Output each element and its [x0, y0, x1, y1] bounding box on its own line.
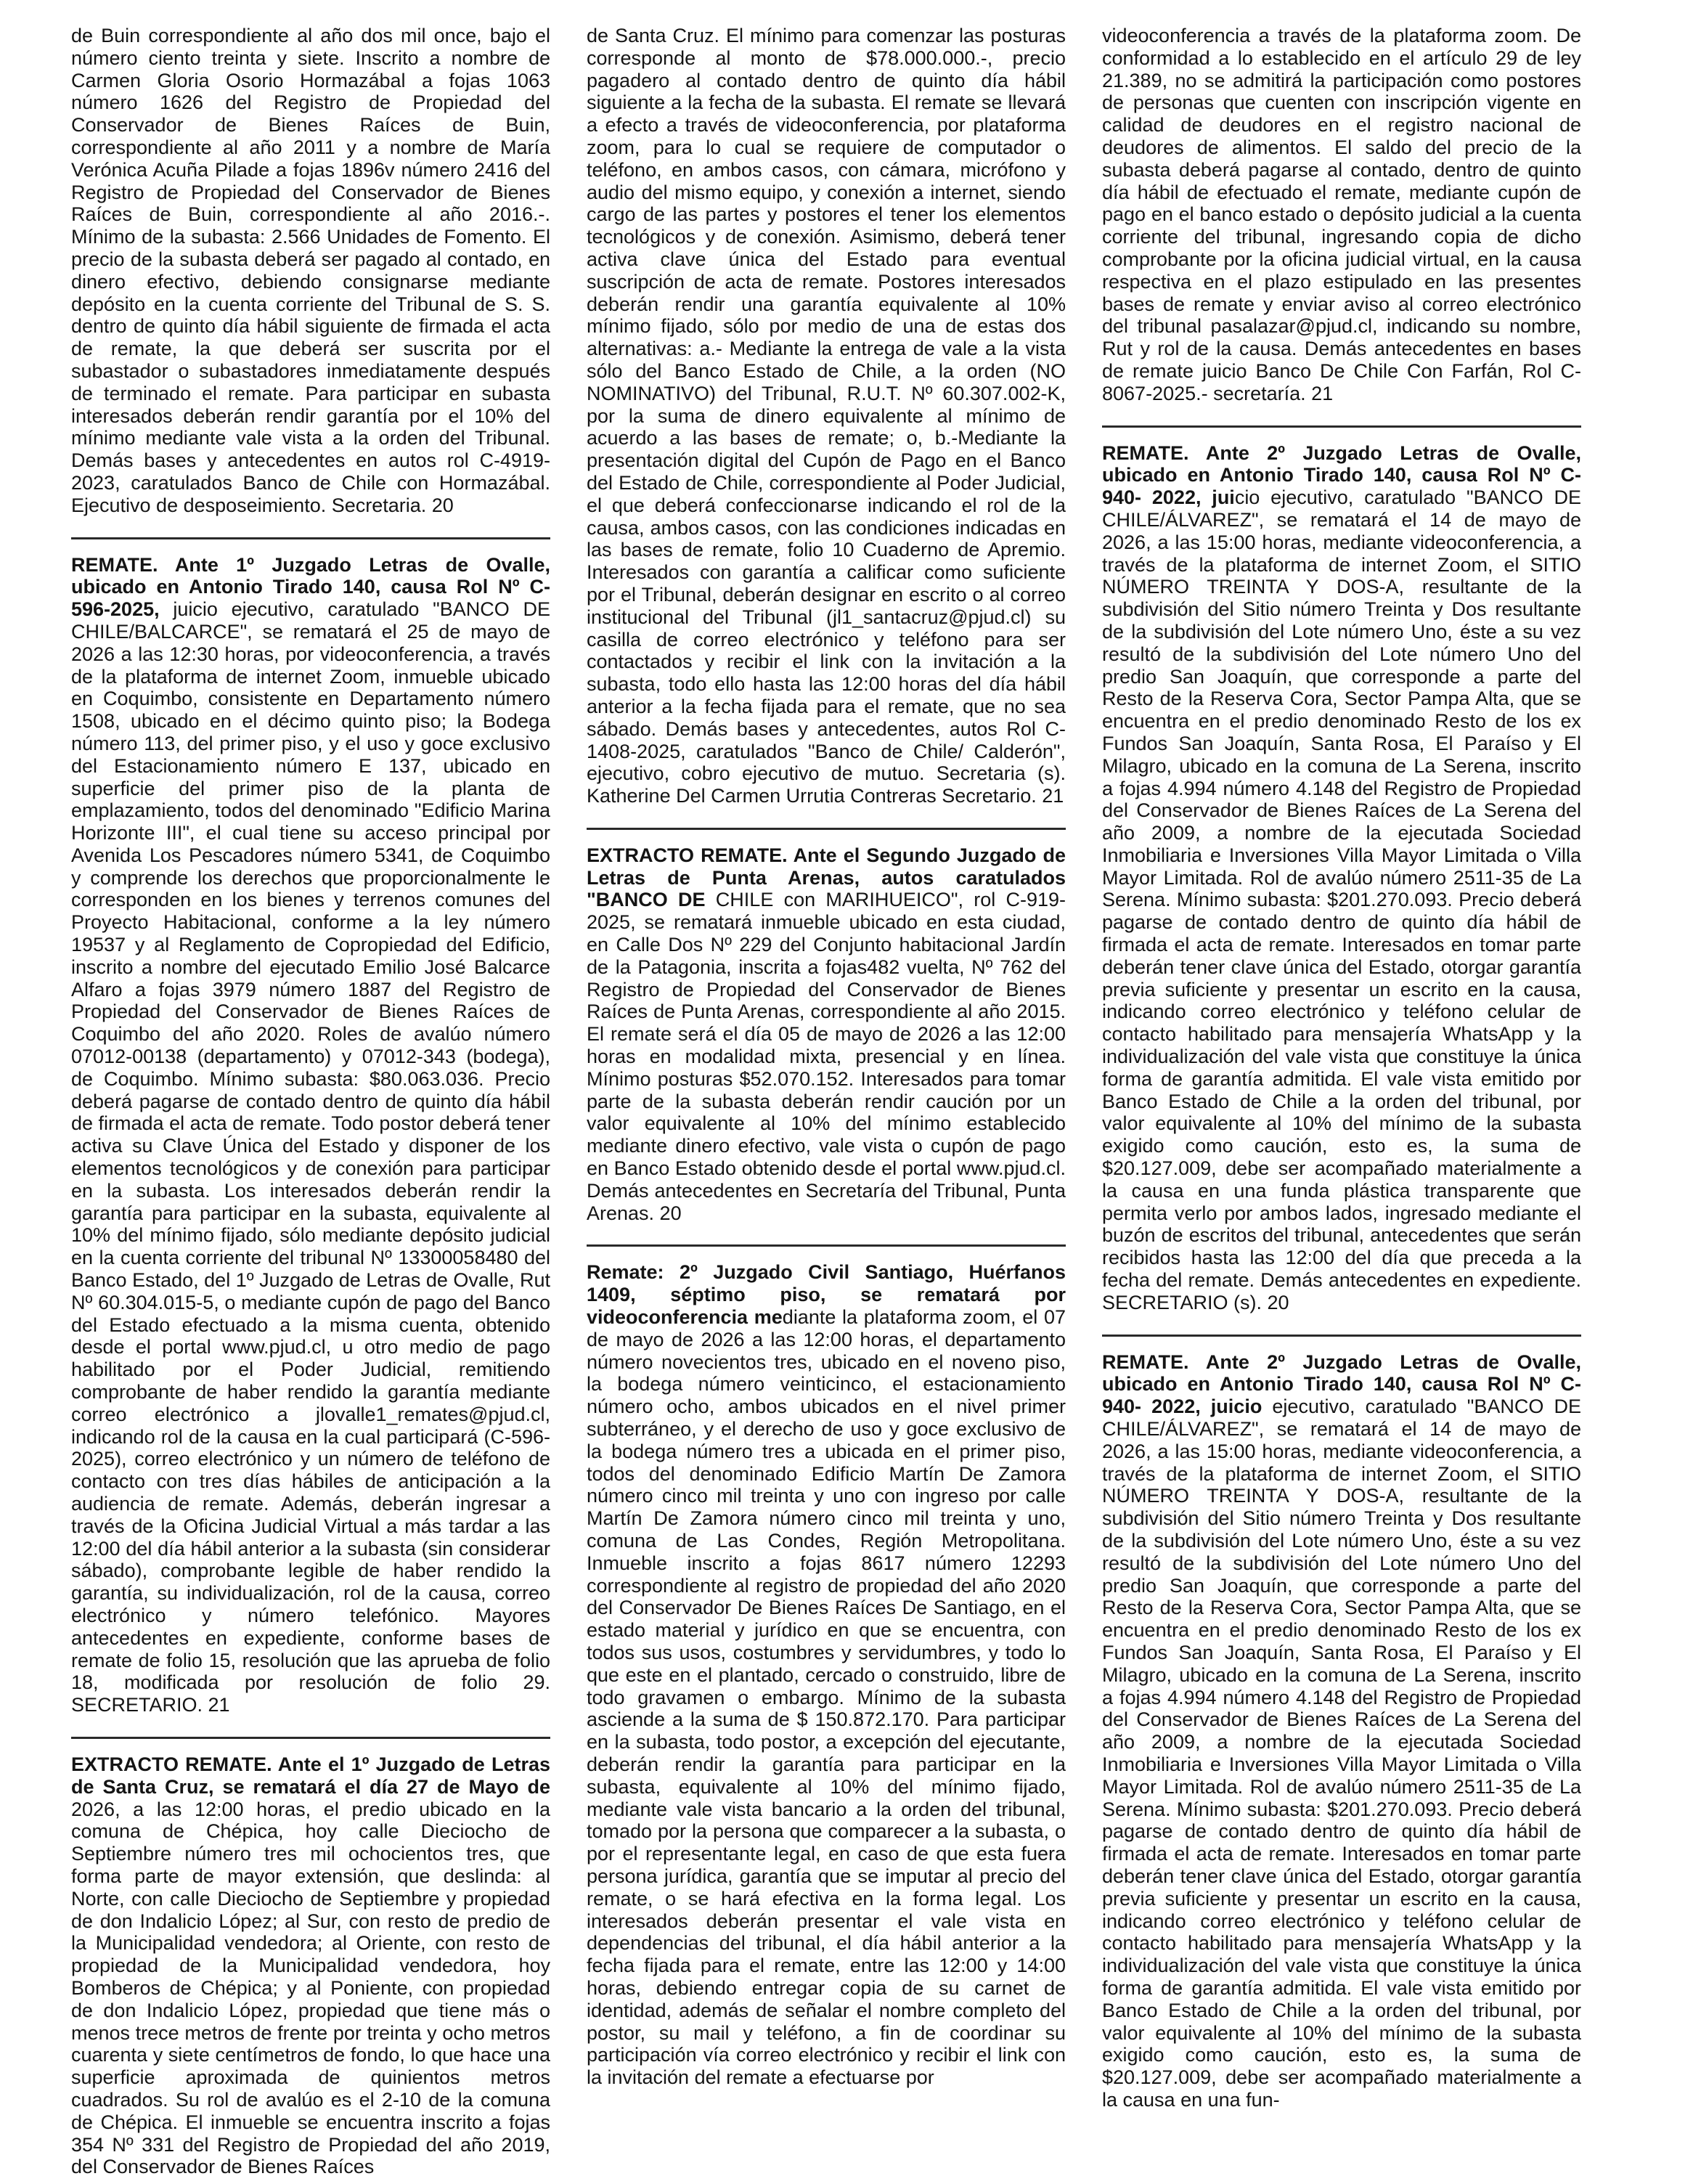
notice-heading: REMATE. Ante 2º Juzgado Letras de Ovalle, ubicado en Antonio Tirado 140, causa Rol Nº C-940- 2022, jui: [1102, 441, 1581, 509]
notice: [1102, 25, 1581, 415]
notice-body: videoconferencia a través de la plataforma zoom. De conformidad a lo establecido en el artículo 29 de ley 21.389, no se admitirá la participación como postores de personas que cuenten con inscripción vigente en calidad de deudores en el registro nacional de deudores de alimentos. El saldo del precio de la subasta deberá pagarse al contado, dentro de quinto día hábil de efectuado el remate, mediante cupón de pago en el banco estado o depósito judicial a la cuenta corriente del tribunal, ingresando copia de dicho comprobante por la oficina judicial virtual, en la causa respectiva en el plazo estipulado en las presentes bases de remate y enviar aviso al correo electrónico del tribunal pasalazar@pjud.cl, indicando su nombre, Rut y rol de la causa. Demás antecedentes en bases de remate juicio Banco De Chile Con Farfán, Rol C-8067-2025.- secretaría. 21: [1102, 25, 1581, 404]
column-middle: [587, 25, 1066, 2184]
notice-divider: [71, 1737, 550, 1739]
notice-body: 2026, a las 12:00 horas, el predio ubicado en la comuna de Chépica, hoy calle Dieciocho de Septiembre número tres mil ochocientos tres, que forma parte de mayor extensión, que deslinda: al Norte, con calle Dieciocho de Septiembre y propiedad de don Indalicio López; al Sur, con resto de predio de la Municipalidad vendedora; al Oriente, con resto de propiedad de la Municipalidad vendedora, hoy Bomberos de Chépica; y al Poniente, con propiedad de don Indalicio López, propiedad que tiene más o menos trece metros de frente por treinta y ocho metros cuarenta y siete centímetros de fondo, lo que hace una superficie aproximada de quinientos metros cuadrados. Su rol de avalúo es el 2-10 de la comuna de Chépica. El inmueble se encuentra inscrito a fojas 354 Nº 331 del Registro de Propiedad del año 2019, del Conservador de Bienes Raíces: [71, 1798, 550, 2178]
notice-body: cio ejecutivo, caratulado "BANCO DE CHILE/ÁLVAREZ", se rematará el 14 de mayo de 2026, a las 15:00 horas, mediante videoconferencia, a través de la plataforma de internet Zoom, el SITIO NÚMERO TREINTA Y DOS-A, resultante de la subdivisión del Sitio número Treinta y Dos resultante de la subdivisión del Lote número Uno, éste a su vez resultó de la subdivisión del Lote número Uno del predio San Joaquín, que corresponde a parte del Resto de la Reserva Cora, Sector Pampa Alta, que se encuentra en el predio denominado Resto de los ex Fundos San Joaquín, Santa Rosa, El Paraíso y El Milagro, ubicado en la comuna de La Serena, inscrito a fojas 4.994 número 4.148 del Registro de Propiedad del Conservador de Bienes Raíces de La Serena del año 2009, a nombre de la ejecutada Sociedad Inmobiliaria e Inversiones Villa Mayor Limitada o Villa Mayor Limitada. Rol de avalúo número 2511-35 de La Serena. Mínimo subasta: $201.270.093. Precio deberá pagarse de contado dentro de quinto día hábil de firmada el acta de remate. Interesados en tomar parte deberán tener clave única del Estado, otorgar garantía previa suficiente y presentar un escrito en la causa, indicando correo electrónico y teléfono celular de contacto habilitado para mensajería WhatsApp y la individualización del vale vista que constituye la única forma de garantía admitida. El vale vista emitido por Banco Estado de Chile a la orden del tribunal, por valor equivalente al 10% del mínimo de la subasta exigido como caución, esto es, la suma de $20.127.009, debe ser acompañado materialmente a la causa en una funda plástica transparente que permita verlo por ambos lados, ingresado mediante el buzón de escritos del tribunal, antecedentes que serán recibidos hasta las 12:00 del día que preceda a la fecha del remate. Demás antecedentes en expediente. SECRETARIO (s). 20: [1102, 486, 1581, 1313]
column-right: [1102, 25, 1581, 2184]
notice-heading: REMATE. Ante 2º Juzgado Letras de Ovalle, ubicado en Antonio Tirado 140, causa Rol Nº C-940- 2022, juicio: [1102, 1350, 1581, 1418]
notice-body: CHILE con MARIHUEICO", rol C-919-2025, se rematará inmueble ubicado en esta ciudad, en Calle Dos Nº 229 del Conjunto habitacional Jardín de la Patagonia, inscrita a fojas482 vuelta, Nº 762 del Registro de Propiedad del Conservador de Bienes Raíces de Punta Arenas, correspondiente al año 2015. El remate será el día 05 de mayo de 2026 a las 12:00 horas en modalidad mixta, presencial y en línea. Mínimo posturas $52.070.152. Interesados para tomar parte de la subasta deberán rendir caución por un valor equivalente al 10% del mínimo establecido mediante dinero efectivo, vale vista o cupón de pago en Banco Estado obtenido desde el portal www.pjud.cl. Demás antecedentes en Secretaría del Tribunal, Punta Arenas. 20: [587, 889, 1066, 1224]
notice-body: de Buin correspondiente al año dos mil once, bajo el número ciento treinta y siete. Inscrito a nombre de Carmen Gloria Osorio Hormazábal a fojas 1063 número 1626 del Registro de Propiedad del Conservador de Bienes Raíces de Buin, correspondiente al año 2011 y a nombre de María Verónica Acuña Pilade a fojas 1896v número 2416 del Registro de Propiedad del Conservador de Bienes Raíces de Buin, correspondiente al año 2016.-. Mínimo de la subasta: 2.566 Unidades de Fomento. El precio de la subasta deberá ser pagado al contado, en dinero efectivo, debiendo consignarse mediante depósito en la cuenta corriente del Tribunal de S. S. dentro de quinto día hábil siguiente de firmada el acta de remate, la que deberá ser suscrita por el subastador o subastadores inmediatamente después de terminado el remate. Para participar en subasta interesados deberán rendir garantía por el 10% del mínimo mediante vale vista a la orden del Tribunal. Demás bases y antecedentes en autos rol C-4919-2023, caratulados Banco de Chile con Hormazábal. Ejecutivo de desposeimiento. Secretaria. 20: [71, 25, 550, 516]
notice-divider: [587, 1244, 1066, 1247]
notice-divider: [1102, 1335, 1581, 1337]
notice: [587, 844, 1066, 1235]
notice-heading: REMATE. Ante 1º Juzgado Letras de Ovalle, ubicado en Antonio Tirado 140, causa Rol Nº C-596-2025,: [71, 553, 550, 621]
notice: [587, 25, 1066, 818]
column-left: [71, 25, 550, 2184]
notice: [71, 25, 550, 527]
notice-heading: EXTRACTO REMATE. Ante el 1º Juzgado de Letras de Santa Cruz, se rematará el día 27 de Mayo de: [71, 1753, 550, 1798]
notice: [587, 1261, 1066, 2098]
notice: [71, 554, 550, 1727]
notice: [1102, 1351, 1581, 2122]
notice-heading: EXTRACTO REMATE. Ante el Segundo Juzgado de Letras de Punta Arenas, autos caratulados "BANCO DE: [587, 844, 1066, 911]
notice-divider: [1102, 425, 1581, 428]
notice-divider: [71, 537, 550, 539]
notice-heading: Remate: 2º Juzgado Civil Santiago, Huérfanos 1409, séptimo piso, se rematará por videoconferencia me: [587, 1261, 1066, 1329]
notice-body: diante la plataforma zoom, el 07 de mayo de 2026 a las 12:00 horas, el departamento número novecientos tres, ubicado en el noveno piso, la bodega número veinticinco, el estacionamiento número ocho, ambos ubicados en el nivel primer subterráneo, y el derecho de uso y goce exclusivo de la bodega número tres a ubicada en el primer piso, todos del denominado Edificio Martín De Zamora número cinco mil treinta y uno con ingreso por calle Martín De Zamora número cinco mil treinta y uno, comuna de Las Condes, Región Metropolitana. Inmueble inscrito a fojas 8617 número 12293 correspondiente al registro de propiedad del año 2020 del Conservador De Bienes Raíces De Santiago, en el estado material y jurídico en que se encuentra, con todos sus usos, costumbres y servidumbres, y todo lo que este en el plantado, cercado o construido, libre de todo gravamen o embargo. Mínimo de la subasta asciende a la suma de $ 150.872.170. Para participar en la subasta, todo postor, a excepción del ejecutante, deberán rendir la garantía para participar en la subasta, equivalente al 10% del mínimo fijado, mediante vale vista bancario a la orden del tribunal, tomado por la persona que comparecer a la subasta, o por el representante legal, en caso de que esta fuera persona jurídica, garantía que se imputar al precio del remate, o se hará efectiva en la forma legal. Los interesados deberán presentar el vale vista en dependencias del tribunal, el día hábil anterior a la fecha fijada para el remate, entre las 12:00 y 14:00 horas, debiendo entregar copia de su carnet de identidad, además de señalar el nombre completo del postor, su mail y teléfono, a fin de coordinar su participación vía correo electrónico y recibir el link con la invitación del remate a efectuarse por: [587, 1306, 1066, 2089]
notice-body: juicio ejecutivo, caratulado "BANCO DE CHILE/BALCARCE", se rematará el 25 de mayo de 2026 a las 12:30 horas, por videoconferencia, a través de la plataforma de internet Zoom, inmueble ubicado en Coquimbo, consistente en Departamento número 1508, ubicado en el décimo quinto piso; la Bodega número 113, del primer piso, y el uso y goce exclusivo del Estacionamiento número E 137, ubicado en superficie del primer piso de la planta de emplazamiento, todos del denominado "Edificio Marina Horizonte III", el cual tiene su acceso principal por Avenida Los Pescadores número 5341, de Coquimbo y comprende los derechos que proporcionalmente le corresponden en los bienes y terrenos comunes del Proyecto Habitacional, conforme a la ley número 19537 y al Reglamento de Copropiedad del Edificio, inscrito a nombre del ejecutado Emilio José Balcarce Alfaro a fojas 3979 número 1887 del Registro de Propiedad del Conservador de Bienes Raíces de Coquimbo del año 2020. Roles de avalúo número 07012-00138 (departamento) y 07012-343 (bodega), de Coquimbo. Mínimo subasta: $80.063.036. Precio deberá pagarse de contado dentro de quinto día hábil de firmada el acta de remate. Todo postor deberá tener activa su Clave Única del Estado y disponer de los elementos tecnológicos y de conexión para participar en la subasta. Los interesados deberán rendir la garantía para participar en la subasta, equivalente al 10% del mínimo fijado, sólo mediante depósito judicial en la cuenta corriente del tribunal Nº 13300058480 del Banco Estado, del 1º Juzgado de Letras de Ovalle, Rut Nº 60.304.015-5, o mediante cupón de pago del Banco del Estado efectuado a la misma cuenta, obtenido desde el portal www.pjud.cl, u otro medio de pago habilitado por el Poder Judicial, remitiendo comprobante de haber rendido la garantía mediante correo electrónico a jlovalle1_remates@pjud.cl, indicando rol de la causa en la cual participará (C-596- 2025), correo electrónico y un número de teléfono de contacto con tres días hábiles de anticipación a la audiencia de remate. Además, deberán ingresar a través de la Oficina Judicial Virtual a más tardar a las 12:00 del día hábil anterior a la subasta (sin considerar sábado), comprobante legible de haber rendido la garantía, su individualización, rol de la causa, correo electrónico y número telefónico. Mayores antecedentes en expediente, conforme bases de remate de folio 15, resolución que las aprueba de folio 18, modificada por resolución de folio 29. SECRETARIO. 21: [71, 598, 550, 1716]
notice-body: de Santa Cruz. El mínimo para comenzar las posturas corresponde al monto de $78.000.000.-, precio pagadero al contado dentro de quinto día hábil siguiente a la fecha de la subasta. El remate se llevará a efecto a través de videoconferencia, por plataforma zoom, para lo cual se requiere de computador o teléfono, en ambos casos, con cámara, micrófono y audio del mismo equipo, y conexión a internet, siendo cargo de las partes y postores el tener los elementos tecnológicos y de conexión. Asimismo, deberá tener activa clave única del Estado para eventual suscripción de acta de remate. Postores interesados deberán rendir una garantía equivalente al 10% mínimo fijado, sólo por medio de una de estas dos alternativas: a.- Mediante la entrega de vale a la vista sólo del Banco Estado de Chile, a la orden (NO NOMINATIVO) del Tribunal, R.U.T. Nº 60.307.002-K, por la suma de dinero equivalente al mínimo de acuerdo a las bases de remate; o, b.-Mediante la presentación digital del Cupón de Pago en el Banco del Estado de Chile, correspondiente al Poder Judicial, el que deberá confeccionarse indicando el rol de la causa, ambos casos, con las condiciones indicadas en las bases de remate, folio 10 Cuaderno de Apremio. Interesados con garantía a calificar como suficiente por el Tribunal, deberán designar en escrito o al correo institucional del Tribunal (jl1_santacruz@pjud.cl) su casilla de correo electrónico y teléfono para ser contactados y recibir el link con la invitación a la subasta, todo ello hasta las 12:00 horas del día hábil anterior a la fecha fijada para el remate, que no sea sábado. Demás bases y antecedentes, autos Rol C-1408-2025, caratulados "Banco de Chile/ Calderón", ejecutivo, cobro ejecutivo de mutuo. Secretaria (s). Katherine Del Carmen Urrutia Contreras Secretario. 21: [587, 25, 1066, 807]
notice: [1102, 442, 1581, 1324]
notice: [71, 1753, 550, 2184]
notice-body: ejecutivo, caratulado "BANCO DE CHILE/ÁLVAREZ", se rematará el 14 de mayo de 2026, a las 15:00 horas, mediante videoconferencia, a través de la plataforma de internet Zoom, el SITIO NÚMERO TREINTA Y DOS-A, resultante de la subdivisión del Sitio número Treinta y Dos resultante de la subdivisión del Lote número Uno, éste a su vez resultó de la subdivisión del Lote número Uno del predio San Joaquín, que corresponde a parte del Resto de la Reserva Cora, Sector Pampa Alta, que se encuentra en el predio denominado Resto de los ex Fundos San Joaquín, Santa Rosa, El Paraíso y El Milagro, ubicado en la comuna de La Serena, inscrito a fojas 4.994 número 4.148 del Registro de Propiedad del Conservador de Bienes Raíces de La Serena del año 2009, a nombre de la ejecutada Sociedad Inmobiliaria e Inversiones Villa Mayor Limitada o Villa Mayor Limitada. Rol de avalúo número 2511-35 de La Serena. Mínimo subasta: $201.270.093. Precio deberá pagarse de contado dentro de quinto día hábil de firmada el acta de remate. Interesados en tomar parte deberán tener clave única del Estado, otorgar garantía previa suficiente y presentar un escrito en la causa, indicando correo electrónico y teléfono celular de contacto habilitado para mensajería WhatsApp y la individualización del vale vista que constituye la única forma de garantía admitida. El vale vista emitido por Banco Estado de Chile a la orden del tribunal, por valor equivalente al 10% del mínimo de la subasta exigido como caución, esto es, la suma de $20.127.009, debe ser acompañado materialmente a la causa en una fun-: [1102, 1395, 1581, 2111]
notice-divider: [587, 828, 1066, 830]
